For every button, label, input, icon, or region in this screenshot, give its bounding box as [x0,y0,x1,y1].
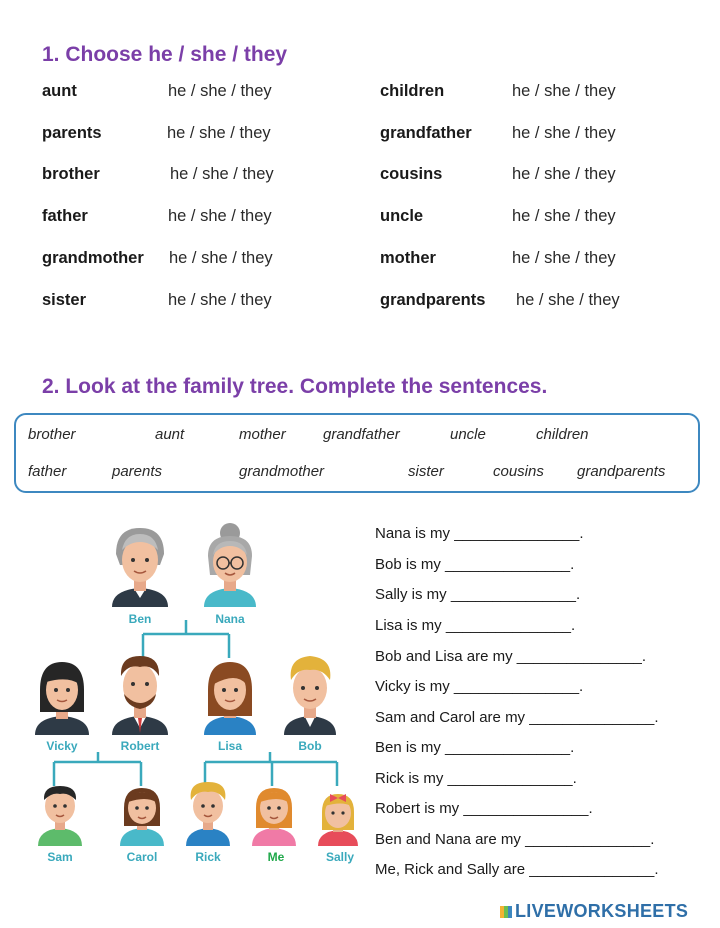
sentence-line[interactable]: Nana is my _______________. [375,525,584,542]
choice-grandmother[interactable]: he / she / they [169,249,273,267]
bank-word: sister [408,463,444,480]
ben-avatar [112,528,168,607]
choice-grandfather[interactable]: he / she / they [512,124,616,142]
sentence-line[interactable]: Rick is my _______________. [375,770,577,787]
tree-name-rick: Rick [195,850,221,864]
tree-connector [54,752,141,786]
liveworksheets-logo [500,901,688,922]
word-grandmother: grandmother [42,249,144,267]
choice-cousins[interactable]: he / she / they [512,165,616,183]
word-mother: mother [380,249,436,267]
bank-word: parents [112,463,163,480]
sentence-line[interactable]: Ben is my _______________. [375,739,575,756]
word-brother: brother [42,165,100,183]
choice-sister[interactable]: he / she / they [168,291,272,309]
section1-title: 1. Choose he / she / they [42,43,288,66]
sam-avatar [38,786,82,846]
bank-word: aunt [155,426,185,443]
me-avatar [252,788,296,846]
sentence-line[interactable]: Bob and Lisa are my _______________. [375,648,647,665]
tree-name-me: Me [267,850,285,864]
sentence-line[interactable]: Sally is my _______________. [375,586,581,603]
tree-name-sally: Sally [325,850,355,864]
sentence-line[interactable]: Robert is my _______________. [375,800,593,817]
tree-connector [205,752,337,786]
nana-avatar [204,523,256,607]
sentence-line[interactable]: Me, Rick and Sally are _______________. [375,861,659,878]
choice-children[interactable]: he / she / they [512,82,616,100]
bob-avatar [284,656,336,735]
choice-mother[interactable]: he / she / they [512,249,616,267]
choice-brother[interactable]: he / she / they [170,165,274,183]
bank-word: mother [239,426,286,443]
bank-word: grandfather [323,426,400,443]
tree-name-sam: Sam [47,850,73,864]
tree-name-ben: Ben [128,612,152,626]
word-aunt: aunt [42,82,77,100]
sentence-line[interactable]: Vicky is my _______________. [375,678,584,695]
logo-icon [500,906,512,918]
word-grandparents: grandparents [380,291,486,309]
bank-word: children [536,426,589,443]
tree-name-robert: Robert [120,739,160,753]
bank-word: cousins [493,463,544,480]
sentence-line[interactable]: Bob is my _______________. [375,556,575,573]
choice-grandparents[interactable]: he / she / they [516,291,620,309]
tree-name-lisa: Lisa [217,739,243,753]
word-sister: sister [42,291,87,309]
tree-name-bob: Bob [298,739,322,753]
choice-uncle[interactable]: he / she / they [512,207,616,225]
bank-word: uncle [450,426,486,443]
word-uncle: uncle [380,207,424,225]
robert-avatar [112,656,168,735]
lisa-avatar [204,662,256,735]
bank-word: father [28,463,67,480]
bank-word: grandparents [577,463,666,480]
vicky-avatar [35,662,89,735]
tree-name-carol: Carol [126,850,158,864]
tree-name-vicky: Vicky [46,739,78,753]
logo-text: LIVEWORKSHEETS [515,901,689,921]
sentence-line[interactable]: Lisa is my _______________. [375,617,576,634]
choice-parents[interactable]: he / she / they [167,124,271,142]
word-father: father [42,207,88,225]
carol-avatar [120,788,164,846]
word-cousins: cousins [380,165,443,183]
tree-name-nana: Nana [215,612,245,626]
section2-title: 2. Look at the family tree. Complete the sentences. [42,375,548,398]
word-grandfather: grandfather [380,124,472,142]
bank-word: brother [28,426,76,443]
choice-aunt[interactable]: he / she / they [168,82,272,100]
bank-word: grandmother [239,463,325,480]
sentence-line[interactable]: Sam and Carol are my _______________. [375,709,659,726]
word-parents: parents [42,124,102,142]
word-children: children [380,82,445,100]
rick-avatar [186,782,230,846]
choice-father[interactable]: he / she / they [168,207,272,225]
sentence-line[interactable]: Ben and Nana are my _______________. [375,831,655,848]
sally-avatar [318,794,358,846]
